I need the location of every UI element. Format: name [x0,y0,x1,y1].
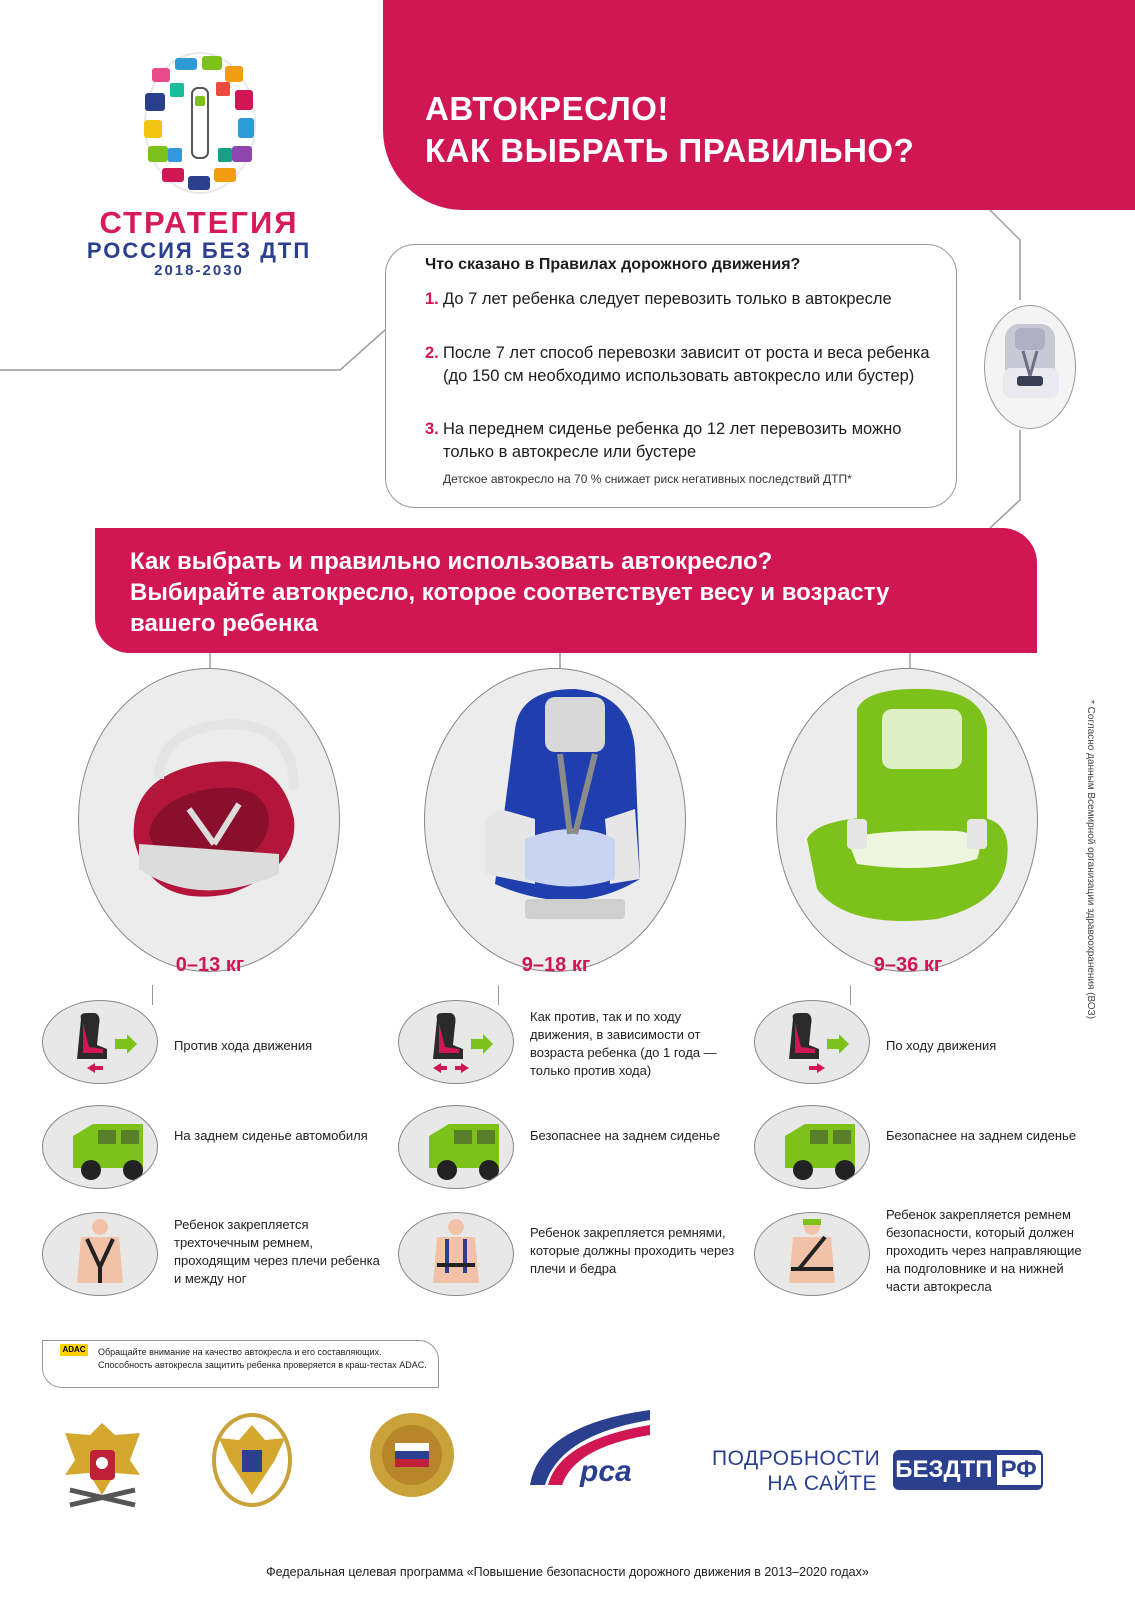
connector [152,985,153,1005]
child-seat-group1-image [424,668,686,972]
seat-position-text: На заднем сиденье автомобиля [174,1128,368,1143]
belt-text: Ребенок закрепляется ремнями, которые должны проходить через плечи и бедра [530,1225,735,1276]
adac-line2: Способность автокресла защитить ребенка проверяется в краш-тестах ADAC. [98,1360,427,1370]
direction-text: По ходу движения [886,1038,997,1053]
belt-text: Ребенок закрепляется трехточечным ремнем, проходящим через плечи ребенка и между ног [174,1217,380,1286]
direction-text: Как против, так и по ходу движения, в зависимости от возраста ребенка (до 1 года — только против хода) [530,1009,717,1078]
traffic-police-emblem [365,1405,460,1505]
banner-line1: Как выбрать и правильно использовать автокресло? [130,548,773,575]
direction-text: Против хода движения [174,1038,313,1053]
page-title-line1: АВТОКРЕСЛО! [425,90,669,127]
details-on-site-text [712,1446,881,1496]
rule-item-2 [425,342,945,388]
rule-item-3 [425,418,945,464]
car-seat-thumbnail-image [984,305,1076,429]
rule-number: 3. [425,420,439,438]
site-badge-rf: РФ [997,1455,1041,1485]
five-point-harness-icon [398,1212,514,1296]
logo-years-text: 2018-2030 [154,262,244,279]
infant-carrier-image [78,668,340,972]
weight-label-9-36: 9–36 кг [873,954,943,976]
weight-label-9-18: 9–18 кг [521,954,591,976]
transport-ministry-emblem [205,1410,300,1510]
car-rear-seat-icon [754,1105,870,1189]
rule-text: После 7 лет способ перевозки зависит от роста и веса ребенка (до 150 см необходимо использовать автокресло или бустер) [443,344,930,385]
both-directions-icon [398,1000,514,1084]
rsa-logo [520,1405,650,1490]
booster-seat-image [776,668,1038,972]
site-badge-main: БЕЗДТП [895,1456,993,1483]
banner-line2: Выбирайте автокресло, которое соответствует весу и возрасту [130,579,890,606]
forward-facing-direction-icon [754,1000,870,1084]
connector [498,985,499,1005]
rule-number: 1. [425,290,439,308]
rule-text: До 7 лет ребенка следует перевозить только в автокресле [443,290,892,308]
seat-position-text: Безопаснее на заднем сиденье [886,1128,1077,1143]
rsa-logo-text: рса [580,1455,632,1488]
adac-line1: Обращайте внимание на качество автокресла и его составляющих. [98,1347,382,1357]
three-point-harness-icon [42,1212,158,1296]
seat-position-text: Безопаснее на заднем сиденье [530,1128,721,1143]
page-title-line2: КАК ВЫБРАТЬ ПРАВИЛЬНО? [425,132,915,169]
rear-facing-direction-icon [42,1000,158,1084]
car-rear-seat-icon [398,1105,514,1189]
choose-banner-text [130,546,1010,639]
rules-heading: Что сказано в Правилах дорожного движения? [425,256,801,273]
seat-belt-booster-icon [754,1212,870,1296]
belt-text: Ребенок закрепляется ремнем безопасности, который должен проходить через направляющие на подголовнике и на нижней части автокресла [886,1207,1082,1294]
adac-logo: ADAC [60,1344,88,1356]
rule-text: На переднем сиденье ребенка до 12 лет перевозить можно только в автокресле или бустере [443,420,902,461]
connector [850,985,851,1005]
logo-russia-text: РОССИЯ БЕЗ ДТП [86,238,312,263]
site-text-line1: ПОДРОБНОСТИ [712,1447,881,1470]
adac-notice-text [98,1346,433,1372]
who-source-note: * Согласно данным Всемирной организации здравоохранения (ВОЗ) [1085,700,1096,1020]
ministry-emblem [55,1415,150,1515]
rule-item-1 [425,288,945,311]
rule-number: 2. [425,344,439,362]
bezdtp-site-link[interactable] [893,1450,1043,1490]
logo-strategy-text: СТРАТЕГИЯ [99,205,299,240]
site-text-line2: НА САЙТЕ [767,1472,877,1495]
federal-program-text: Федеральная целевая программа «Повышение безопасности дорожного движения в 2013–2020 годах» [266,1565,869,1579]
banner-line3: вашего ребенка [130,610,318,637]
rules-note: Детское автокресло на 70 % снижает риск негативных последствий ДТП* [443,472,852,486]
car-rear-seat-icon [42,1105,158,1189]
weight-label-0-13: 0–13 кг [175,954,245,976]
